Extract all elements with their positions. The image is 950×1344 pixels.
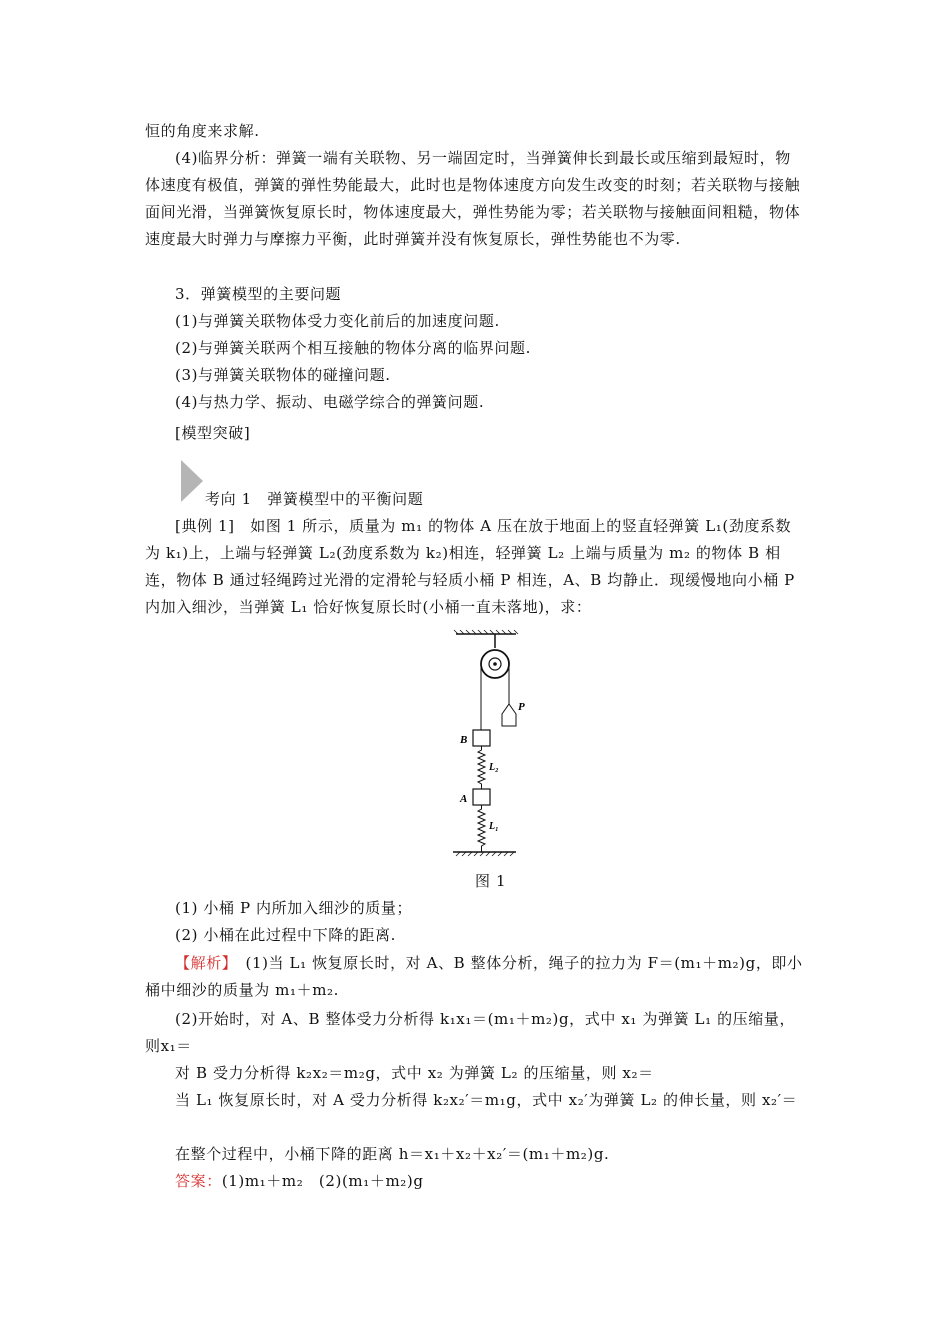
issue-3: (3)与弹簧关联物体的碰撞问题. (175, 366, 391, 384)
chevron-right-icon (181, 460, 203, 502)
label-L1: L₁ (489, 821, 499, 832)
answer-tag: 答案： (175, 1172, 222, 1190)
issue-2: (2)与弹簧关联两个相互接触的物体分离的临界问题. (175, 339, 532, 357)
example-1: [典例 1] 如图 1 所示，质量为 m₁ 的物体 A 压在放于地面上的竖直轻弹簧 L₁(劲度系数为 k₁)上，上端与轻弹簧 L₂(劲度系数为 k₂)相连，轻弹簧 L₂ 上端与质量为 m₂ 的物体 B 相连，物体 B 通过轻绳跨过光滑的定滑轮与轻质小桶 P 相连，A、B 均静止．现缓慢地向小桶 P 内加入细沙，当弹簧 L₁ 恰好恢复原长时(小桶一直未落地)，求： (145, 517, 795, 616)
answer-text: (1)m₁＋m₂ (2)(m₁＋m₂)g (221, 1172, 424, 1190)
figure-caption: 图 1 (475, 872, 507, 890)
analysis-part-4: 当 L₁ 恢复原长时，对 A 受力分析得 k₂x₂′＝m₁g，式中 x₂′为弹簧 L₂ 的伸长量，则 x₂′＝ (175, 1091, 798, 1109)
question-1: (1) 小桶 P 内所加入细沙的质量； (175, 899, 413, 917)
analysis-text-1: (1)当 L₁ 恢复原长时，对 A、B 整体分析，绳子的拉力为 F＝(m₁＋m₂)g，即小桶中细沙的质量为 m₁＋m₂. (145, 954, 803, 999)
para-critical-analysis: (4)临界分析：弹簧一端有关联物、另一端固定时，当弹簧伸长到最长或压缩到最短时，物体速度有极值，弹簧的弹性势能最大，此时也是物体速度方向发生改变的时刻；若关联物与接触面间光滑，当弹簧恢复原长时，物体速度最大，弹性势能为零；若关联物与接触面间粗糙，物体速度最大时弹力与摩擦力平衡，此时弹簧并没有恢复原长，弹性势能也不为零. (145, 149, 801, 248)
issue-1: (1)与弹簧关联物体受力变化前后的加速度问题. (175, 312, 500, 330)
topic-heading (175, 460, 575, 506)
question-2: (2) 小桶在此过程中下降的距离. (175, 926, 396, 944)
para-main-problems-title: 3．弹簧模型的主要问题 (175, 285, 342, 303)
label-B: B (460, 734, 468, 746)
answer-line (175, 1168, 424, 1195)
label-A: A (460, 793, 468, 805)
topic-heading-text: 考向 1 弹簧模型中的平衡问题 (205, 490, 424, 508)
spring-pulley-figure (448, 630, 524, 862)
analysis-tag: 【解析】 (175, 954, 230, 972)
para-continuation: 恒的角度来求解. (145, 122, 260, 140)
analysis-part-2: (2)开始时，对 A、B 整体受力分析得 k₁x₁＝(m₁＋m₂)g，式中 x₁ 为弹簧 L₁ 的压缩量，则x₁＝ (145, 1010, 796, 1055)
analysis-part-5: 在整个过程中，小桶下降的距离 h＝x₁＋x₂＋x₂′＝(m₁＋m₂)g. (175, 1145, 610, 1163)
analysis-part-3: 对 B 受力分析得 k₂x₂＝m₂g，式中 x₂ 为弹簧 L₂ 的压缩量，则 x₂＝ (175, 1064, 654, 1082)
label-L2: L₂ (489, 762, 499, 773)
label-P: P (518, 701, 525, 713)
section-label: [模型突破] (175, 424, 251, 442)
issue-4: (4)与热力学、振动、电磁学综合的弹簧问题. (175, 393, 485, 411)
analysis-part-1 (145, 950, 805, 1004)
